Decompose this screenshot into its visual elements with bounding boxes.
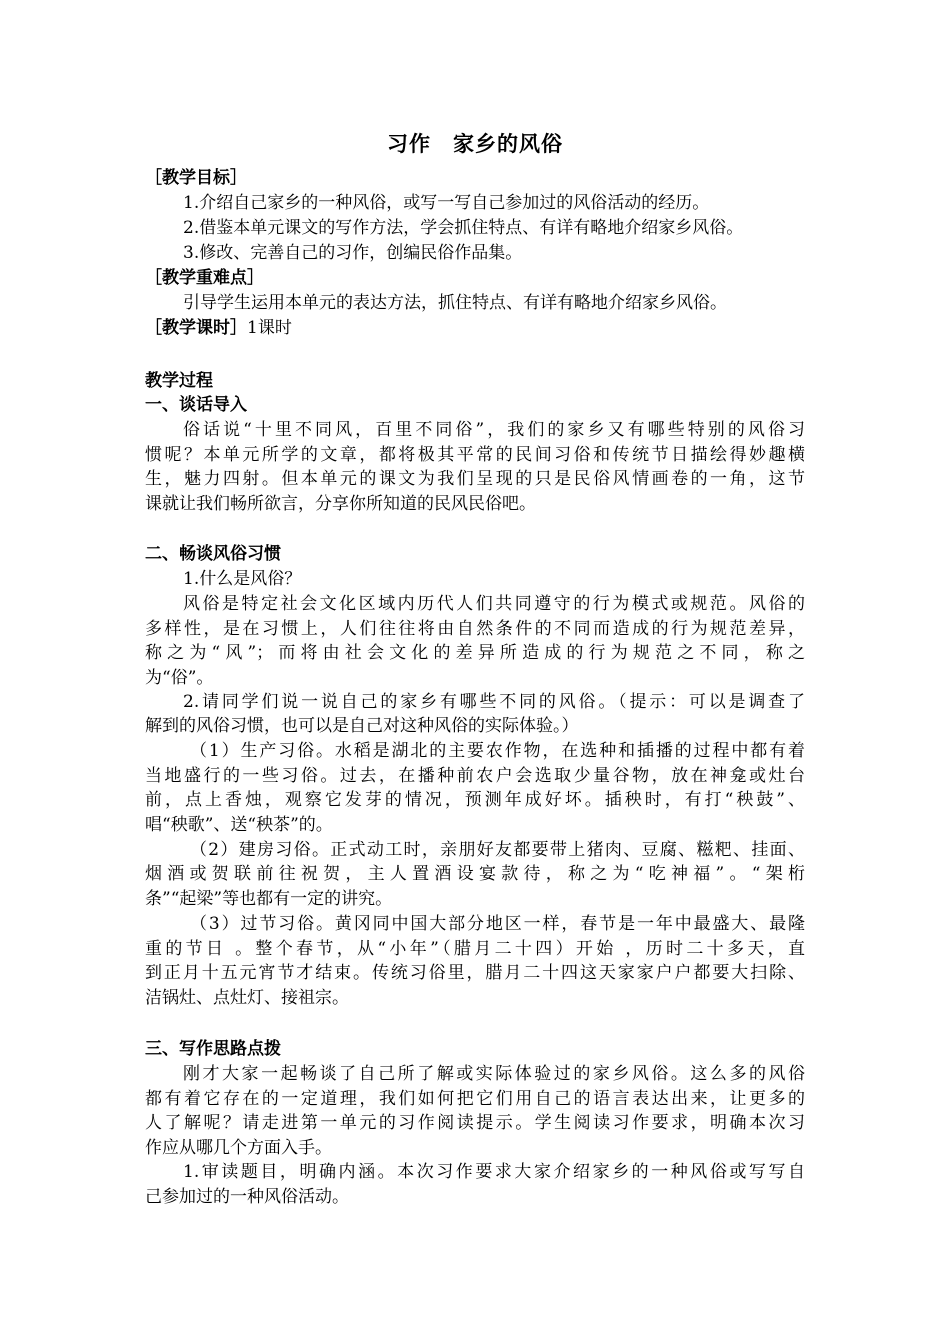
section2-heading: 二、畅谈风俗习惯 xyxy=(145,544,281,564)
paragraph-line: 称之为“风”；而将由社会文化的差异所造成的行为规范之不同，称之 xyxy=(145,643,805,663)
paragraph-line: 己参加过的一种风俗活动。 xyxy=(145,1187,349,1207)
title-part-2: 家乡的风俗 xyxy=(453,132,563,156)
paragraph-line: 作应从哪几个方面入手。 xyxy=(145,1138,332,1158)
paragraph-line: 刚才大家一起畅谈了自己所了解或实际体验过的家乡风俗。这么多的风俗 xyxy=(183,1064,805,1084)
paragraph-line: 条”“起梁”等也都有一定的讲究。 xyxy=(145,889,393,909)
section1-heading: 一、谈话导入 xyxy=(145,395,247,415)
paragraph-line: 1.审读题目，明确内涵。本次习作要求大家介绍家乡的一种风俗或写写自 xyxy=(183,1162,805,1182)
paragraph-line: 课就让我们畅所欲言，分享你所知道的民风民俗吧。 xyxy=(145,494,536,514)
paragraph-line: 解到的风俗习惯，也可以是自己对这种风俗的实际体验。） xyxy=(145,716,579,736)
objective-item: 2.借鉴本单元课文的写作方法，学会抓住特点、有详有略地介绍家乡风俗。 xyxy=(183,218,744,238)
paragraph-line: 前，点上香烛，观察它发芽的情况，预测年成好坏。插秧时，有打“秧鼓”、 xyxy=(145,790,805,810)
paragraph-line: 当地盛行的一些习俗。过去，在播种前农户会选取少量谷物，放在神龛或灶台 xyxy=(145,766,805,786)
question-1: 1.什么是风俗？ xyxy=(183,569,302,589)
paragraph-line: （2）建房习俗。正式动工时，亲朋好友都要带上猪肉、豆腐、糍粑、挂面、 xyxy=(190,840,805,860)
paragraph-line: 为“俗”。 xyxy=(145,668,214,688)
paragraph-line: 惯呢？本单元所学的文章，都将极其平常的民间习俗和传统节日描绘得妙趣横 xyxy=(145,445,805,465)
paragraph-line: 洁锅灶、点灶灯、接祖宗。 xyxy=(145,988,349,1008)
hours-value: 1课时 xyxy=(247,318,292,338)
key-points-heading: ［教学重难点］ xyxy=(145,268,264,288)
hours-line xyxy=(145,316,805,340)
paragraph-line: 人了解呢？请走进第一单元的习作阅读提示。学生阅读习作要求，明确本次习 xyxy=(145,1113,805,1133)
paragraph-line: （1）生产习俗。水稻是湖北的主要农作物，在选种和插播的过程中都有着 xyxy=(190,741,805,761)
paragraph-line: 到正月十五元宵节才结束。传统习俗里，腊月二十四这天家家户户都要大扫除、 xyxy=(145,963,805,983)
paragraph-line: （3）过节习俗。黄冈同中国大部分地区一样，春节是一年中最盛大、最隆 xyxy=(190,914,805,934)
paragraph-line: 唱“秧歌”、送“秧茶”的。 xyxy=(145,815,333,835)
objective-item: 1.介绍自己家乡的一种风俗，或写一写自己参加过的风俗活动的经历。 xyxy=(183,193,710,213)
paragraph-line: 生，魅力四射。但本单元的课文为我们呈现的只是民俗风情画卷的一角，这节 xyxy=(145,469,805,489)
paragraph-line: 都有着它存在的一定道理，我们如何把它们用自己的语言表达出来，让更多的 xyxy=(145,1089,805,1109)
process-heading: 教学过程 xyxy=(145,371,213,391)
title-part-1: 习作 xyxy=(387,132,431,156)
paragraph-line: 多样性，是在习惯上，人们往往将由自然条件的不同而造成的行为规范差异， xyxy=(145,619,805,639)
paragraph-line: 俗话说“十里不同风，百里不同俗”，我们的家乡又有哪些特别的风俗习 xyxy=(183,420,805,440)
objective-item: 3.修改、完善自己的习作，创编民俗作品集。 xyxy=(183,243,523,263)
hours-heading: ［教学课时］ xyxy=(145,318,247,338)
paragraph-line: 风俗是特定社会文化区域内历代人们共同遵守的行为模式或规范。风俗的 xyxy=(183,594,805,614)
paragraph-line: 2.请同学们说一说自己的家乡有哪些不同的风俗。（提示：可以是调查了 xyxy=(183,692,805,712)
objectives-heading: ［教学目标］ xyxy=(145,168,247,188)
key-points-text: 引导学生运用本单元的表达方法，抓住特点、有详有略地介绍家乡风俗。 xyxy=(183,293,727,313)
section3-heading: 三、写作思路点拨 xyxy=(145,1039,281,1059)
page-title xyxy=(0,128,950,158)
paragraph-line: 烟酒或贺联前往祝贺，主人置酒设宴款待，称之为“吃神福”。“架桁 xyxy=(145,864,805,884)
paragraph-line: 重的节日 。整个春节，从“小年”（腊月二十四）开始 ，历时二十多天，直 xyxy=(145,939,805,959)
